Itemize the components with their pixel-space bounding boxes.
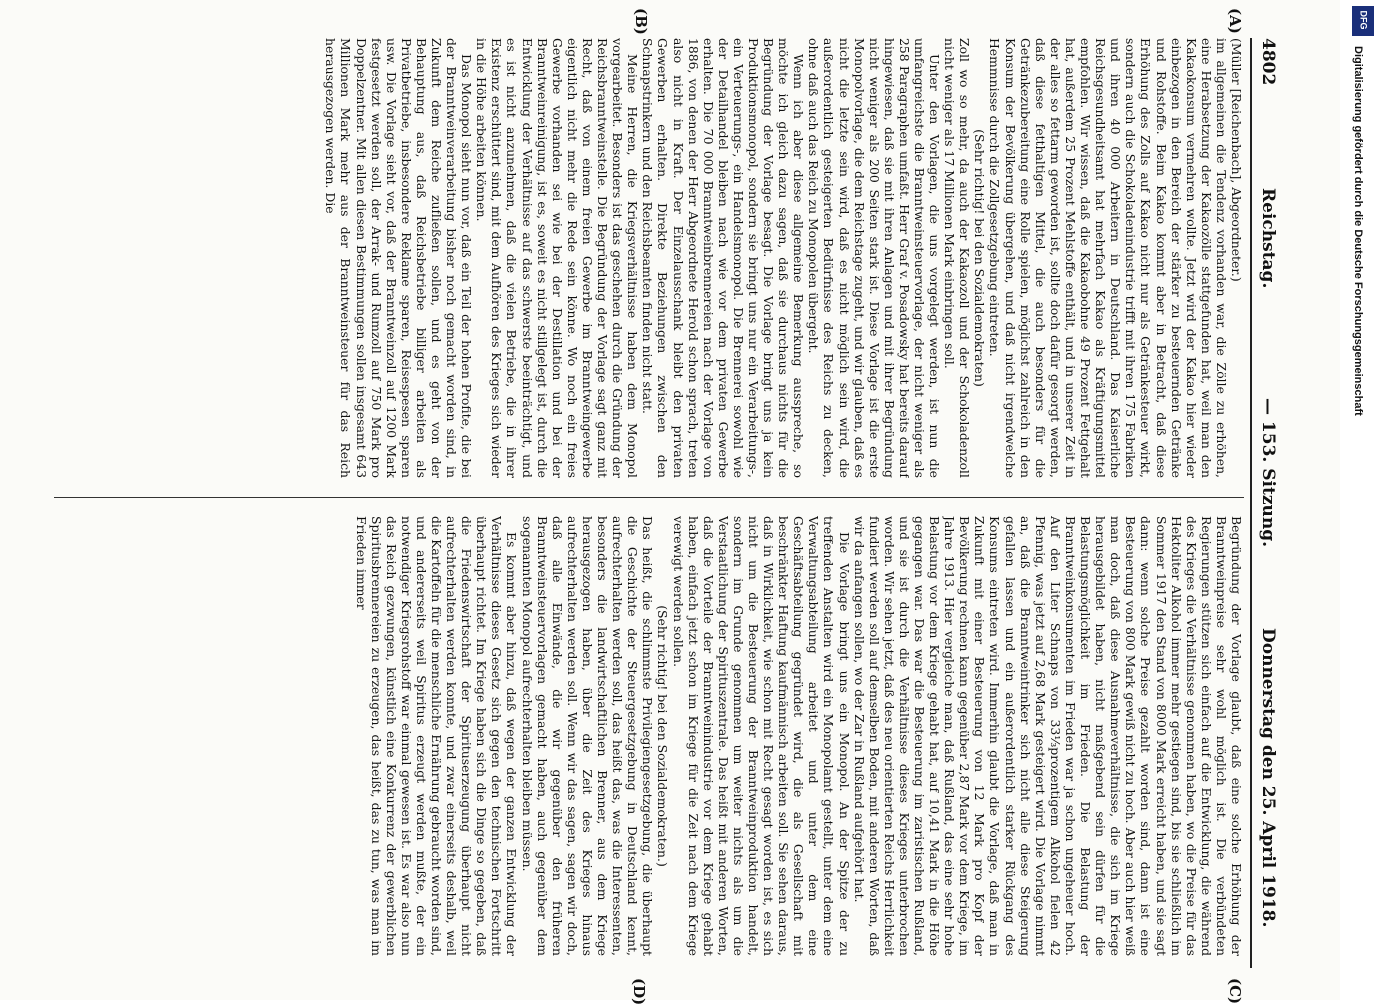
- digitization-note-text: Digitalisierung gefördert durch die Deutsche Forschungsgemeinschaft: [1352, 46, 1364, 416]
- paragraph: Wenn ich aber diese allgemeine Bemerkung ausspreche, so möchte ich gleich dazu sagen, daß sie durchaus nichts für die Begründung der Vorlage besagt. Die Vorlage bringt uns ja kein Produktionsmonopol, sondern sie bringt uns nur ein Verarbeitungs-, ein Verteuerungs-, ein Handelsmonopol. Die Brennerei sowohl wie der Detailhandel bleiben nach wie vor dem privaten Gewerbe erhalten. Die 70 000 Branntweinbrennereien nach der Vorlage von 1886, von denen der Herr Abgeordnete Herold schon sprach, treten also nicht in Kraft. Der Einzelausschank bleibt den privaten Gewerben erhalten. Direkte Beziehungen zwischen den Schnapstrinkern und den Reichsbeamten finden nicht statt.: [640, 38, 807, 478]
- interjection: (Sehr richtig! bei den Sozialdemokraten): [972, 129, 988, 387]
- paragraph: Das Monopol sieht nun vor, daß ein Teil der hohen Profite, die bei der Branntweinverarbeitung bisher noch gemacht worden sind, in Zukunft dem Reiche zufließen sollen, und es geht von der Behauptung aus, daß Reichsbetriebe billiger arbeiten als Privatbetriebe, insbesondere Reklame sparen, Reisespesen sparen usw. Die Vorlage sieht vor, daß der Branntweinzoll auf 1200 Mark festgesetzt werden soll, der Arrak- und Rumzoll auf 750 Mark pro Doppelzentner. Mit allen diesen Bestimmungen sollen insgesamt 643 Millionen Mark mehr aus der Branntweinsteuer für das Reich herausgezogen werden. Die: [323, 38, 475, 478]
- section-marker-a: (A): [1226, 8, 1244, 34]
- left-column: [54, 38, 1244, 478]
- paragraph: Es kommt aber hinzu, daß wegen der ganzen Entwicklung der Verhältnisse dieses Gesetz sich gegen den technischen Fortschritt überhaupt richtet. Im Kriege haben sich die Dinge so gegeben, daß die Friedenswirtschaft der Spirituserzeugung überhaupt nicht aufrechterhalten werden konnte, und zwar einerseits deshalb, weil die Kartoffeln für die menschliche Ernährung gebraucht worden sind, und andererseits weil Spiritus erzeugt werden mußte, der ein notwendiger Kriegsrohstoff war einmal gewesen ist. Es war also nun das Reich gezwungen, künstlich eine Konkurrenz der gewerblichen Spiritusbrennereien zu erzeugen, das heißt, das zu tun, was man im Frieden immer: [353, 516, 520, 956]
- parliament-name: Reichstag.: [1258, 188, 1278, 289]
- session-number: — 153. Sitzung.: [1258, 398, 1278, 548]
- section-marker-b: (B): [632, 8, 650, 35]
- digitization-note: [1350, 6, 1374, 656]
- paragraph: Zoll wo so mehr, da auch der Kakaozoll und der Schokoladenzoll nicht weniger als 17 Millionen Mark einbringen soll.: [942, 38, 973, 478]
- section-marker-d: (D): [630, 978, 648, 1005]
- paragraph: Meine Herren, die Kriegsverhältnisse haben dem Monopol vorgearbeitet. Besonders ist das geschehen durch die Gründung der Reichsbranntweinstelle. Die Begründung der Vorlage sagt ganz mit Recht, daß von einem freien Gewerbe im Branntweingewerbe eigentlich nicht mehr die Rede sein könne. Wo noch ein freies Gewerbe vorhanden sei wie bei der Destillation und bei der Branntweinreinigung, ist es, soweit es nicht stillgelegt ist, durch die Entwicklung der Verhältnisse auf das schwerste beeinträchtigt, und es ist nicht anzunehmen, daß die vielen Betriebe, die in ihrer Existenz erschüttert sind, mit dem Aufhören des Krieges sich wieder in die Höhe arbeiten können.: [474, 38, 641, 478]
- paragraph: Begründung der Vorlage glaubt, daß eine solche Erhöhung der Branntweinpreise sehr wohl möglich ist. Die verbündeten Regierungen stützen sich einfach auf die Entwicklung, die während des Krieges die Verhältnisse genommen haben, wo die Preise für das Hektoliter Alkohol immer mehr gestiegen sind, bis sie schließlich im Sommer 1917 den Stand von 8000 Mark erreicht haben, und sie sagt dann: wenn solche Preise gezahlt worden sind, dann ist eine Besteuerung von 800 Mark gewiß nicht zu hoch. Aber auch hier weiß man doch, daß diese Ausnahmeverhältnisse, die sich im Kriege herausgebildet haben, nicht maßgebend sein dürfen für die Belastungsmöglichkeit im Frieden. Die Belastung der Branntweinkonsumenten im Frieden war ja schon ungeheuer hoch. Auf den Liter Schnaps von 33⅓prozentigem Alkohol fielen 42 Pfennig, was jetzt auf 2,68 Mark gesteigert wird. Die Vorlage nimmt an, daß die Branntweintrinker sich nicht alle diese Steigerung gefallen lassen und ein außerordentlich starker Rückgang des Konsums eintreten wird. Immerhin glaubt die Vorlage, daß man in Zukunft mit einer Besteuerung von 12 Mark pro Kopf der Bevölkerung rechnen kann gegenüber 2,87 Mark vor dem Kriege, im Jahre 1913. Hier vergleiche man, daß Rußland, das eine sehr hohe Belastung vor dem Kriege gehabt hat, auf 10,41 Mark in die Höhe gegangen war. Das war die Besteuerung im zaristischen Rußland, und sie ist durch die Verhältnisse dieses Krieges unterbrochen worden. Wir sehen jetzt, daß des neu orientierten Reichs Herrlichkeit fundiert werden soll auf demselben Boden, mit anderen Worten, daß wir da anfangen sollen, wo der Zar in Rußland aufgehört hat.: [851, 516, 1244, 956]
- paragraph: Unter den Vorlagen, die uns vorgelegt werden, ist nun die umfangreichste die Branntweinsteuervorlage, der nicht weniger als 258 Paragraphen umfaßt. Herr Graf v. Posadowsky hat bereits darauf hingewiesen, daß sie mit ihren Anlagen und mit ihrer Begründung nicht weniger als 200 Seiten stark ist. Diese Vorlage ist die erste Monopolvorlage, die dem Reichstage zugeht, und wir glauben, daß es nicht die letzte sein wird, daß es nicht möglich sein wird, die außerordentlich gesteigerten Bedürfnisse des Reichs zu decken, ohne daß auch das Reich zu Monopolen übergeht.: [806, 38, 943, 478]
- paragraph: Das heißt, die schlimmste Privilegiengesetzgebung, die überhaupt die Geschichte der Steuergesetzgebung in Deutschland kennt, aufrechterhalten werden soll, das heißt das, was die Interessenten, besonders die landwirtschaftlichen Brenner, aus dem Kriege herausgezogen haben, über die Zeit des Krieges hinaus aufrechterhalten werden soll. Wenn wir das sagen, sagen wir doch, daß alle Einwände, die wir gegenüber den früheren Branntweinsteuervorlagen gemacht haben, auch gegenüber dem sogenannten Monopol aufrechterhalten bleiben müssen.: [519, 516, 656, 956]
- column-divider: [54, 497, 1244, 498]
- dfg-logo: DFG: [1352, 6, 1374, 36]
- paragraph: im allgemeinen die Tendenz vorhanden war, die Zölle zu erhöhen, eine Herabsetzung der Kakaozölle stattgefunden hat, weil man den Kakaokonsum vermehren wollte. Jetzt wird der Kakao hier wieder einbezogen in den Bereich der stärker zu besteuernden Getränke und Rohstoffe. Beim Kakao kommt aber in Betracht, daß diese Erhöhung des Zolls auf Kakao nicht nur als Getränkesteuer wirkt, sondern auch die Schokoladenindustrie trifft mit ihren 175 Fabriken und ihren 40 000 Arbeitern in Deutschland. Das Kaiserliche Reichsgesundheitsamt hat mehrfach Kakao als Kräftigungsmittel empfohlen. Wir wissen, daß die Kakaobohne 49 Prozent Fettgehalt hat, außerdem 25 Prozent Mehlstoffe enthält, und in unserer Zeit in der alles so fettarm geworden ist, sollte doch dafür gesorgt werden, daß diese fetthaltigen Mittel, die auch besonders für die Getränkezubereitung eine Rolle spielen, möglichst zahlreich in den Konsum der Bevölkerung übergehen, und daß nicht irgendwelche Hemmnisse durch die Zollgesetzgebung eintreten.: [987, 38, 1229, 478]
- paragraph: Die Vorlage bringt uns ein Monopol. An der Spitze der zu treffenden Anstalten wird ein Monopolamt gestellt, unter dem eine Verwaltungsabteilung arbeitet und unter dem eine Geschäftsabteilung gegründet wird, die als Gesellschaft mit beschränkter Haftung kaufmännisch arbeiten soll. Sie sehen daraus, daß in Wirklichkeit, wie schon mit Recht gesagt worden ist, es sich nicht um die Besteuerung der Branntweinproduktion handelt, sondern im Grunde genommen um weiter nichts als um die Verstaatlichung der Spirituszentrale. Das heißt mit anderen Worten, daß die Vorteile der Branntweinindustrie vor dem Kriege gehabt haben, einfach jetzt schon im Kriege für die Zeit nach dem Kriege verewigt werden sollen.: [670, 516, 852, 956]
- page-header: [1250, 38, 1280, 968]
- session-date: Donnerstag den 25. April 1918.: [1258, 628, 1278, 928]
- speaker-line: (Müller [Reichenbach], Abgeordneter.): [1229, 38, 1244, 282]
- right-column: [54, 516, 1244, 956]
- section-marker-c: (C): [1226, 978, 1244, 1005]
- page-number: 4802: [1258, 38, 1278, 86]
- page-content: [50, 8, 1280, 1005]
- interjection: (Sehr richtig! bei den Sozialdemokraten.): [655, 605, 671, 867]
